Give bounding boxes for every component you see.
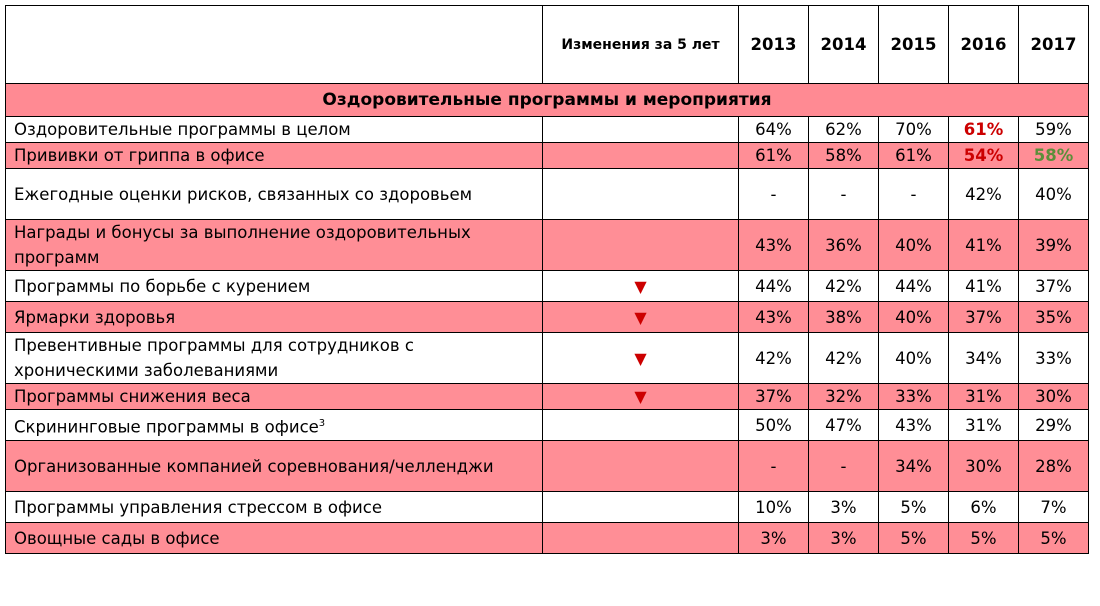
row-label (6, 117, 543, 143)
value-cell-2014: 62% (809, 117, 879, 143)
row-label (6, 302, 543, 333)
table-row (6, 441, 1089, 492)
down-triangle-icon: ▼ (634, 387, 647, 406)
row-label-text: Оздоровительные программы в целом (14, 120, 351, 139)
value-cell-2017: 33% (1019, 333, 1089, 384)
value-cell-2014: 36% (809, 220, 879, 271)
value-cell-2014: 42% (809, 271, 879, 302)
value-cell-2015: 61% (879, 143, 949, 169)
trend-cell (543, 169, 739, 220)
value-cell-2016: 54% (949, 143, 1019, 169)
value-cell-2014: - (809, 169, 879, 220)
wellness-programs-table (5, 5, 1089, 554)
value-cell-2016: 34% (949, 333, 1019, 384)
trend-cell (543, 523, 739, 554)
value-cell-2014: 47% (809, 410, 879, 441)
trend-cell (543, 220, 739, 271)
value-cell-2013: 44% (739, 271, 809, 302)
trend-cell (543, 271, 739, 302)
table-row (6, 302, 1089, 333)
row-label-text: Организованные компанией соревнования/челленджи (14, 456, 494, 476)
value-cell-2014: - (809, 441, 879, 492)
value-cell-2017: 35% (1019, 302, 1089, 333)
header-row (6, 6, 1089, 84)
value-cell-2015: 5% (879, 492, 949, 523)
row-label-text: Программы снижения веса (14, 387, 251, 406)
value-cell-2013: 10% (739, 492, 809, 523)
data-table-container (5, 5, 1089, 554)
row-label (6, 271, 543, 302)
row-label (6, 384, 543, 410)
down-triangle-icon: ▼ (634, 348, 647, 368)
row-label (6, 333, 543, 384)
section-row (6, 84, 1089, 117)
header-year-2013: 2013 (739, 6, 809, 84)
value-cell-2013: - (739, 441, 809, 492)
value-cell-2014: 32% (809, 384, 879, 410)
table-row (6, 271, 1089, 302)
row-label-text: Овощные сады в офисе (14, 528, 220, 548)
value-cell-2017: 29% (1019, 410, 1089, 441)
trend-cell (543, 143, 739, 169)
value-cell-2017: 7% (1019, 492, 1089, 523)
down-triangle-icon: ▼ (634, 276, 647, 296)
row-label-text: Скрининговые программы в офисе (14, 417, 319, 437)
trend-cell (543, 302, 739, 333)
table-row (6, 492, 1089, 523)
header-year-2014: 2014 (809, 6, 879, 84)
table-row (6, 117, 1089, 143)
value-cell-2017: 40% (1019, 169, 1089, 220)
row-label (6, 220, 543, 271)
value-cell-2014: 42% (809, 333, 879, 384)
trend-cell (543, 117, 739, 143)
value-cell-2017: 5% (1019, 523, 1089, 554)
value-cell-2013: 64% (739, 117, 809, 143)
row-label-text: Превентивные программы для сотрудников с хроническими заболеваниями (14, 336, 414, 380)
value-cell-2015: 43% (879, 410, 949, 441)
row-label (6, 441, 543, 492)
header-change-5-years: Изменения за 5 лет (543, 6, 739, 84)
value-cell-2014: 58% (809, 143, 879, 169)
value-cell-2017: 59% (1019, 117, 1089, 143)
header-year-2016: 2016 (949, 6, 1019, 84)
table-row (6, 333, 1089, 384)
trend-cell (543, 384, 739, 410)
table-row (6, 143, 1089, 169)
value-cell-2015: 44% (879, 271, 949, 302)
value-cell-2016: 31% (949, 384, 1019, 410)
value-cell-2016: 5% (949, 523, 1019, 554)
row-label (6, 169, 543, 220)
value-cell-2013: 42% (739, 333, 809, 384)
value-cell-2013: 43% (739, 220, 809, 271)
value-cell-2014: 38% (809, 302, 879, 333)
value-cell-2015: 40% (879, 333, 949, 384)
value-cell-2017: 30% (1019, 384, 1089, 410)
value-cell-2013: 43% (739, 302, 809, 333)
row-label-text: Ежегодные оценки рисков, связанных со здоровьем (14, 184, 473, 204)
value-cell-2015: 40% (879, 302, 949, 333)
value-cell-2017: 58% (1019, 143, 1089, 169)
value-cell-2016: 31% (949, 410, 1019, 441)
value-cell-2013: - (739, 169, 809, 220)
down-triangle-icon: ▼ (634, 307, 647, 327)
footnote-marker: 3 (318, 417, 326, 429)
header-empty-cell (6, 6, 543, 84)
value-cell-2013: 3% (739, 523, 809, 554)
row-label-text: Награды и бонусы за выполнение оздоровительных программ (14, 223, 471, 267)
table-row (6, 169, 1089, 220)
value-cell-2013: 50% (739, 410, 809, 441)
value-cell-2015: 5% (879, 523, 949, 554)
trend-cell (543, 441, 739, 492)
row-label (6, 492, 543, 523)
header-year-2017: 2017 (1019, 6, 1089, 84)
row-label-text: Ярмарки здоровья (14, 307, 176, 327)
table-row (6, 384, 1089, 410)
table-row (6, 523, 1089, 554)
value-cell-2013: 37% (739, 384, 809, 410)
row-label (6, 523, 543, 554)
value-cell-2014: 3% (809, 492, 879, 523)
table-row (6, 220, 1089, 271)
value-cell-2016: 37% (949, 302, 1019, 333)
row-label-text: Программы управления стрессом в офисе (14, 497, 382, 517)
value-cell-2015: - (879, 169, 949, 220)
value-cell-2016: 61% (949, 117, 1019, 143)
value-cell-2016: 6% (949, 492, 1019, 523)
value-cell-2016: 42% (949, 169, 1019, 220)
value-cell-2016: 41% (949, 271, 1019, 302)
row-label-text: Программы по борьбе с курением (14, 276, 311, 296)
value-cell-2014: 3% (809, 523, 879, 554)
row-label (6, 143, 543, 169)
trend-cell (543, 492, 739, 523)
header-year-2015: 2015 (879, 6, 949, 84)
trend-cell (543, 410, 739, 441)
value-cell-2017: 28% (1019, 441, 1089, 492)
trend-cell (543, 333, 739, 384)
value-cell-2015: 40% (879, 220, 949, 271)
section-title: Оздоровительные программы и мероприятия (6, 84, 1089, 117)
value-cell-2017: 37% (1019, 271, 1089, 302)
value-cell-2015: 70% (879, 117, 949, 143)
table-row (6, 410, 1089, 441)
value-cell-2015: 33% (879, 384, 949, 410)
value-cell-2016: 41% (949, 220, 1019, 271)
row-label (6, 410, 543, 441)
value-cell-2016: 30% (949, 441, 1019, 492)
value-cell-2013: 61% (739, 143, 809, 169)
value-cell-2015: 34% (879, 441, 949, 492)
row-label-text: Прививки от гриппа в офисе (14, 146, 265, 165)
value-cell-2017: 39% (1019, 220, 1089, 271)
